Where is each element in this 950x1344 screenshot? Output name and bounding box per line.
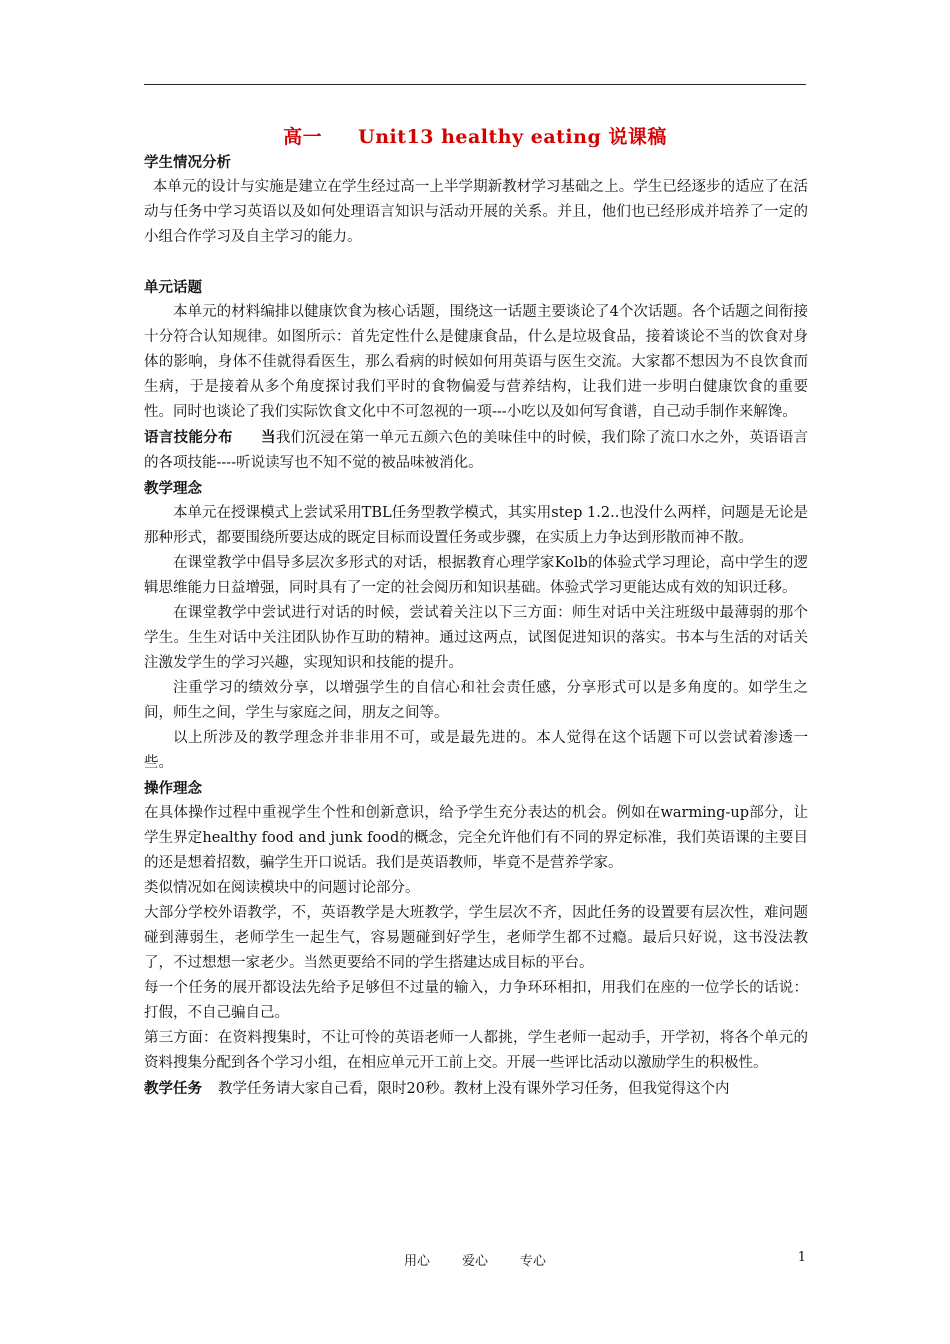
paragraph: 在具体操作过程中重视学生个性和创新意识，给予学生充分表达的机会。例如在warming-up部分，让学生界定healthy food and junk food的概念，完全允许他们有不同的界定标准，我们英语课的主要目的还是想着招数，骗学生开口说话。我们是英语教师，毕竟不是营养学家。 [144, 805, 808, 871]
section-heading-operation-philosophy: 操作理念 [144, 780, 202, 797]
paragraph: 类似情况如在阅读模块中的问题讨论部分。 [144, 880, 420, 896]
paragraph-text: 教学任务请大家自己看，限时20秒。教材上没有课外学习任务，但我觉得这个内 [218, 1081, 730, 1097]
section-heading-teaching-philosophy: 教学理念 [144, 480, 202, 497]
paragraph: 本单元的设计与实施是建立在学生经过高一上半学期新教材学习基础之上。学生已经逐步的适应了在活动与任务中学习英语以及如何处理语言知识与活动开展的关系。并且，他们也已经形成并培养了一定的小组合作学习及自主学习的能力。 [144, 179, 808, 245]
section-heading-unit-topic: 单元话题 [144, 279, 202, 296]
paragraph: 在课堂教学中倡导多层次多形式的对话，根据教育心理学家Kolb的体验式学习理论，高中学生的逻辑思维能力日益增强，同时具有了一定的社会阅历和知识基础。体验式学习更能达成有效的知识迁移。 [144, 555, 808, 596]
paragraph: 本单元在授课模式上尝试采用TBL任务型教学模式，其实用step 1.2..也没什么两样，问题是无论是那种形式，都要围绕所要达成的既定目标而设置任务或步骤，在实质上力争达到形散而神不散。 [144, 505, 808, 546]
lead-char: 当 [260, 429, 276, 446]
paragraph: 大部分学校外语教学，不，英语教学是大班教学，学生层次不齐，因此任务的设置要有层次性，难问题碰到薄弱生，老师学生一起生气，容易题碰到好学生，老师学生都不过瘾。最后只好说，这书没法教了，不过想想一家老少。当然更要给不同的学生搭建达成目标的平台。 [144, 905, 808, 971]
document-body [144, 150, 808, 1102]
page-number: 1 [797, 1250, 806, 1265]
paragraph: 在课堂教学中尝试进行对话的时候，尝试着关注以下三方面：师生对话中关注班级中最薄弱的那个学生。生生对话中关注团队协作互助的精神。通过这两点，试图促进知识的落实。书本与生活的对话关注激发学生的学习兴趣，实现知识和技能的提升。 [144, 605, 808, 671]
paragraph-language-skills [144, 425, 808, 476]
title-main: Unit13 healthy eating 说课稿 [358, 126, 667, 148]
page-footer [144, 1250, 806, 1270]
header-rule [144, 84, 806, 85]
section-heading-teaching-tasks: 教学任务 [144, 1080, 202, 1097]
paragraph-teaching-tasks [144, 1076, 808, 1102]
section-heading-student-analysis: 学生情况分析 [144, 154, 231, 171]
paragraph: 以上所涉及的教学理念并非非用不可，或是最先进的。本人觉得在这个话题下可以尝试着渗透一些。 [144, 730, 808, 771]
paragraph: 第三方面：在资料搜集时，不让可怜的英语老师一人都挑，学生老师一起动手，开学初，将各个单元的资料搜集分配到各个学习小组，在相应单元开工前上交。开展一些评比活动以激励学生的积极性。 [144, 1030, 808, 1071]
footer-word: 爱心 [461, 1254, 488, 1269]
footer-word: 专心 [520, 1254, 547, 1269]
title-prefix: 高一 [283, 126, 323, 148]
section-heading-language-skills: 语言技能分布 [144, 429, 233, 446]
paragraph: 本单元的材料编排以健康饮食为核心话题，围绕这一话题主要谈论了4个次话题。各个话题之间衔接十分符合认知规律。如图所示：首先定性什么是健康食品，什么是垃圾食品，接着谈论不当的饮食对身体的影响，身体不佳就得看医生，那么看病的时候如何用英语与医生交流。大家都不想因为不良饮食而生病，于是接着从多个角度探讨我们平时的食物偏爱与营养结构，让我们进一步明白健康饮食的重要性。同时也谈论了我们实际饮食文化中不可忽视的一项---小吃以及如何写食谱，自己动手制作来解馋。 [144, 304, 808, 420]
paragraph: 每一个任务的展开都设法先给予足够但不过量的输入，力争环环相扣，用我们在座的一位学长的话说：打假，不自己骗自己。 [144, 980, 808, 1021]
paragraph: 注重学习的绩效分享，以增强学生的自信心和社会责任感，分享形式可以是多角度的。如学生之间，师生之间，学生与家庭之间，朋友之间等。 [144, 680, 808, 721]
footer-word: 用心 [403, 1254, 430, 1269]
footer-motto [144, 1250, 806, 1269]
document-title [144, 122, 806, 149]
paragraph-text: 我们沉浸在第一单元五颜六色的美味佳中的时候，我们除了流口水之外，英语语言的各项技能----听说读写也不知不觉的被品味被消化。 [144, 430, 809, 471]
